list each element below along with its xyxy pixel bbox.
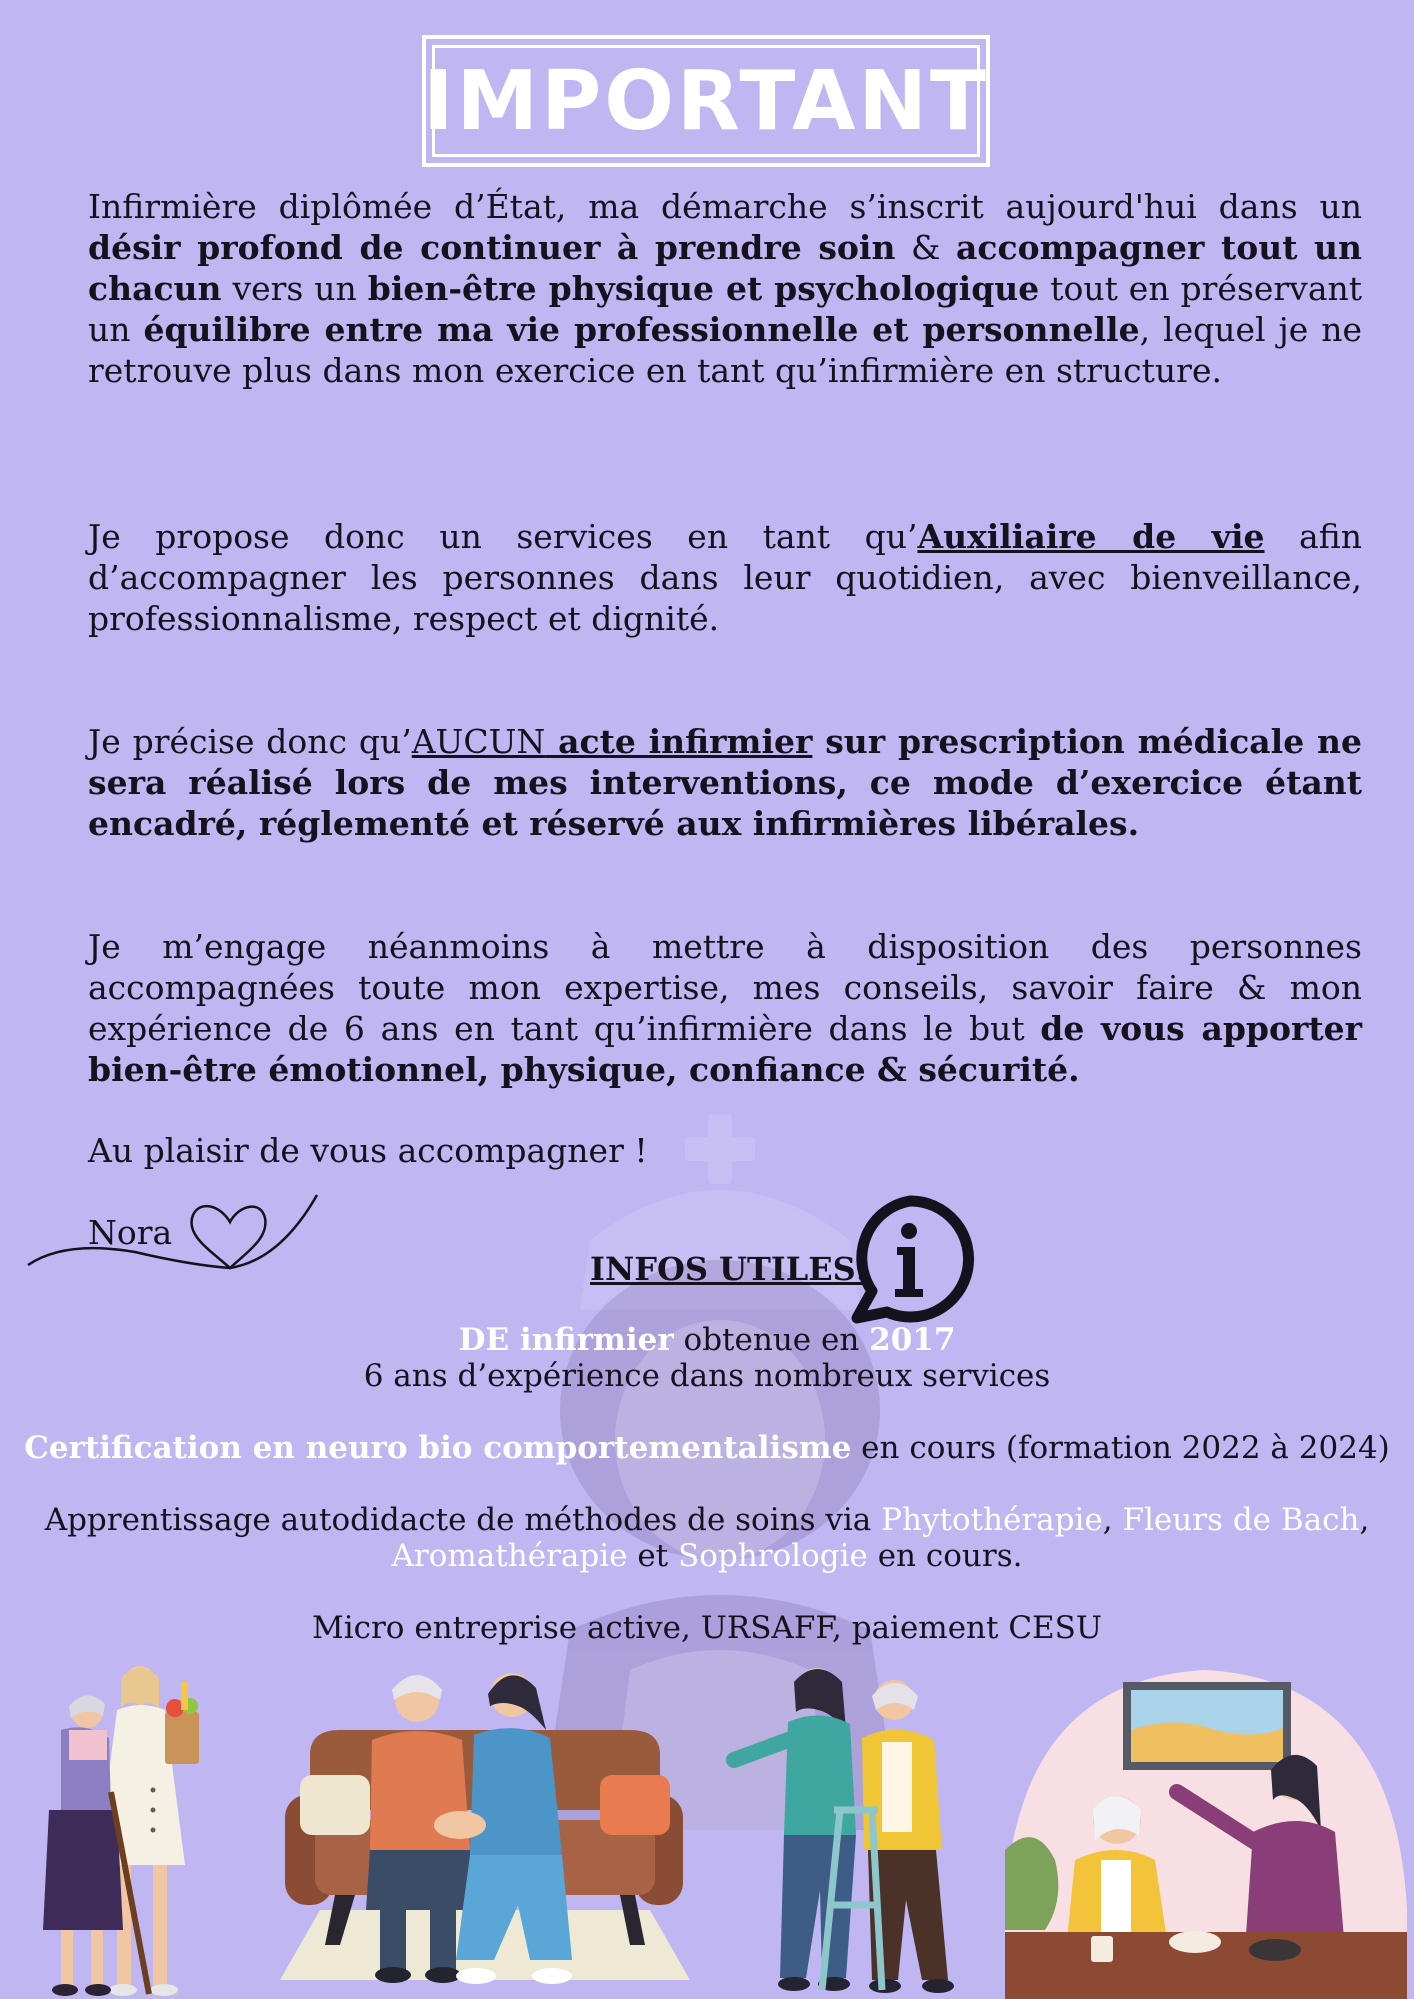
highlight-text: Sophrologie bbox=[677, 1538, 868, 1574]
info-diploma bbox=[0, 1322, 1414, 1358]
text: Infirmière diplômée d’État, ma démarche s’inscrit aujourd'hui dans un bbox=[88, 187, 1362, 226]
feeding-care-illustration bbox=[1005, 1660, 1407, 1999]
highlight-text: 2017 bbox=[869, 1322, 956, 1358]
signature: Nora bbox=[88, 1213, 173, 1252]
underlined-text: AUCUN bbox=[411, 722, 546, 761]
text: en cours (formation 2022 à 2024) bbox=[851, 1430, 1390, 1466]
bold-text: bien-être physique et psychologique bbox=[367, 269, 1040, 308]
signature-heart-icon bbox=[25, 1190, 325, 1290]
commitment-paragraph bbox=[88, 926, 1362, 1090]
bold-text: désir profond de continuer à prendre soin bbox=[88, 228, 896, 267]
nurse-sofa-illustration bbox=[280, 1660, 690, 1999]
bold-text: de vous apporter bien-être émotionnel, physique, confiance & sécurité. bbox=[88, 1009, 1362, 1089]
underlined-bold-text: acte infirmier bbox=[545, 722, 813, 761]
bold-text: accompagner tout un chacun bbox=[88, 228, 1363, 308]
bold-text: sur prescription médicale ne sera réalisé lors de mes interventions, ce mode d’exercice étant encadré, réglementé et réservé aux infirmières libérales. bbox=[88, 722, 1363, 843]
disclaimer-paragraph bbox=[88, 721, 1362, 844]
info-experience: 6 ans d’expérience dans nombreux services bbox=[363, 1358, 1051, 1394]
info-business: Micro entreprise active, URSAFF, paiement CESU bbox=[311, 1610, 1103, 1646]
info-methods-cont bbox=[0, 1538, 1414, 1574]
text: , lequel je ne retrouve plus dans mon exercice en tant qu’infirmière en structure. bbox=[88, 310, 1362, 390]
highlight-text: DE infirmier bbox=[458, 1322, 674, 1358]
text: vers un bbox=[221, 269, 368, 308]
elderly-walking-illustration bbox=[25, 1660, 235, 1999]
highlight-text: Certification en neuro bio comportementalisme bbox=[24, 1430, 852, 1466]
infos-title: INFOS UTILES: bbox=[590, 1250, 868, 1288]
info-methods bbox=[0, 1502, 1414, 1538]
walker-assist-illustration bbox=[722, 1660, 984, 1999]
text: & bbox=[895, 228, 956, 267]
text: Je m’engage néanmoins à mettre à disposition des personnes accompagnées toute mon expertise, mes conseils, savoir faire & mon expérience de 6 ans en tant qu’infirmière dans le but bbox=[88, 927, 1362, 1048]
intro-paragraph bbox=[88, 186, 1362, 391]
text: , bbox=[1359, 1502, 1370, 1538]
underlined-bold-text: Auxiliaire de vie bbox=[917, 517, 1265, 556]
bold-text: équilibre entre ma vie professionnelle et personnelle bbox=[143, 310, 1140, 349]
text: en cours. bbox=[867, 1538, 1023, 1574]
important-stamp bbox=[422, 35, 990, 167]
highlight-text: Aromathérapie bbox=[391, 1538, 628, 1574]
stamp-text: IMPORTANT bbox=[432, 45, 980, 157]
services-paragraph bbox=[88, 516, 1362, 639]
highlight-text: Fleurs de Bach bbox=[1122, 1502, 1360, 1538]
text: tout en préservant un bbox=[88, 269, 1363, 349]
info-bubble-icon bbox=[845, 1195, 975, 1325]
text: Je précise donc qu’ bbox=[88, 722, 412, 761]
text: , bbox=[1102, 1502, 1123, 1538]
closing-text: Au plaisir de vous accompagner ! bbox=[88, 1131, 648, 1170]
text: obtenue en bbox=[673, 1322, 870, 1358]
info-certification bbox=[0, 1430, 1414, 1466]
text: afin d’accompagner les personnes dans leur quotidien, avec bienveillance, professionnalisme, respect et dignité. bbox=[88, 517, 1362, 638]
text: Je propose donc un services en tant qu’ bbox=[88, 517, 918, 556]
text: et bbox=[627, 1538, 678, 1574]
text: Apprentissage autodidacte de méthodes de soins via bbox=[44, 1502, 882, 1538]
highlight-text: Phytothérapie bbox=[881, 1502, 1103, 1538]
